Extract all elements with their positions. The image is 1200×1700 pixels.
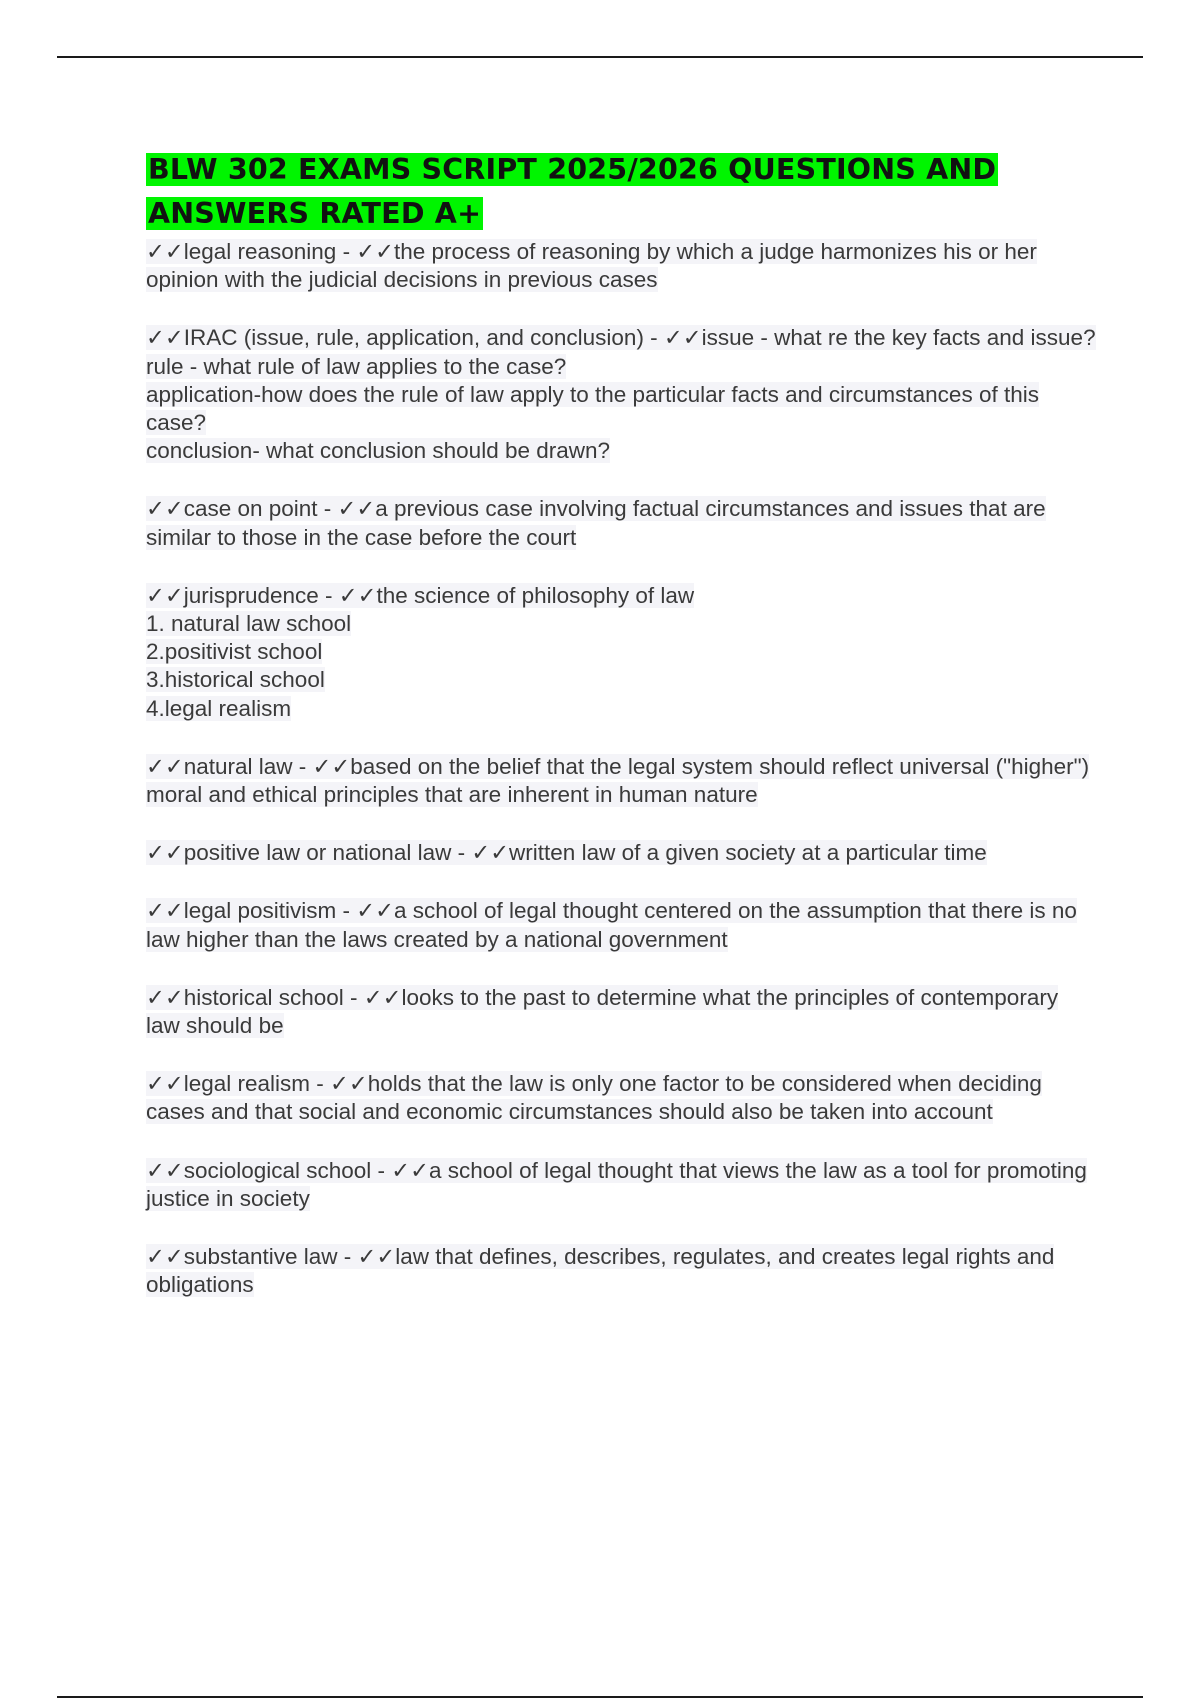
qa-entry bbox=[146, 1157, 1096, 1213]
entry-text: ✓✓IRAC (issue, rule, application, and conclusion) - ✓✓issue - what re the key facts and issue? rule - what rule of law applies to the case? application-how does the rule of law apply to the particular facts and circumstances of this case? conclusion- what conclusion should be drawn? bbox=[146, 325, 1096, 464]
qa-entry bbox=[146, 324, 1096, 465]
entry-text: ✓✓positive law or national law - ✓✓written law of a given society at a particular time bbox=[146, 840, 987, 866]
qa-entry bbox=[146, 1243, 1096, 1299]
entry-text: ✓✓jurisprudence - ✓✓the science of philosophy of law 1. natural law school 2.positivist school 3.historical school 4.legal realism bbox=[146, 582, 695, 721]
qa-entry bbox=[146, 753, 1096, 809]
entry-text: ✓✓substantive law - ✓✓law that defines, describes, regulates, and creates legal rights and obligations bbox=[146, 1244, 1055, 1298]
bottom-rule bbox=[57, 1696, 1143, 1698]
qa-entry bbox=[146, 495, 1096, 551]
qa-entry bbox=[146, 1070, 1096, 1126]
entry-text: ✓✓case on point - ✓✓a previous case involving factual circumstances and issues that are similar to those in the case before the court bbox=[146, 496, 1046, 550]
qa-entry bbox=[146, 897, 1096, 953]
top-rule bbox=[57, 56, 1143, 58]
entry-text: ✓✓natural law - ✓✓based on the belief that the legal system should reflect universal ("higher") moral and ethical principles that are inherent in human nature bbox=[146, 753, 1090, 808]
qa-entry bbox=[146, 984, 1096, 1040]
document-title bbox=[146, 148, 1096, 236]
entry-text: ✓✓historical school - ✓✓looks to the past to determine what the principles of contemporary law should be bbox=[146, 984, 1059, 1039]
qa-entry bbox=[146, 582, 1096, 723]
entry-text: ✓✓legal realism - ✓✓holds that the law is only one factor to be considered when deciding cases and that social and economic circumstances should also be taken into account bbox=[146, 1071, 1042, 1125]
document-body bbox=[146, 148, 1096, 1329]
entry-text: ✓✓legal positivism - ✓✓a school of legal thought centered on the assumption that there is no law higher than the laws created by a national government bbox=[146, 898, 1077, 952]
title-highlight: BLW 302 EXAMS SCRIPT 2025/2026 QUESTIONS AND ANSWERS RATED A+ bbox=[148, 153, 997, 230]
qa-entry bbox=[146, 238, 1096, 294]
entry-text: ✓✓legal reasoning - ✓✓the process of reasoning by which a judge harmonizes his or her opinion with the judicial decisions in previous cases bbox=[146, 239, 1037, 293]
entry-text: ✓✓sociological school - ✓✓a school of legal thought that views the law as a tool for promoting justice in society bbox=[146, 1157, 1087, 1211]
qa-entry bbox=[146, 839, 1096, 867]
